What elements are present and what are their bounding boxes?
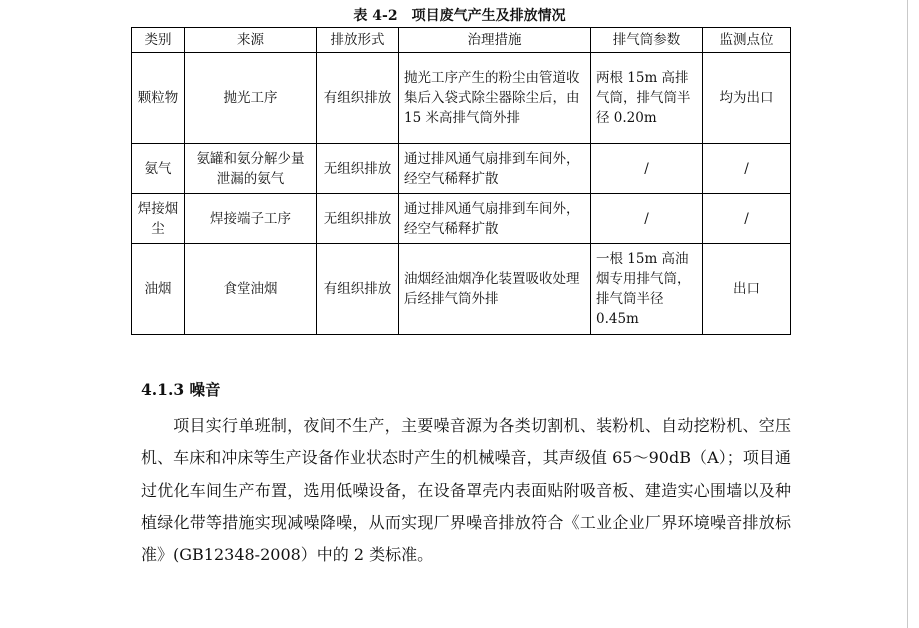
header-category: 类别 [132, 28, 185, 53]
cell-monitoring-point: / [703, 194, 791, 244]
cell-emission-form: 无组织排放 [317, 194, 399, 244]
cell-treatment: 通过排风通气扇排到车间外，经空气稀释扩散 [399, 194, 591, 244]
cell-treatment: 油烟经油烟净化装置吸收处理后经排气筒外排 [399, 244, 591, 335]
cell-emission-form: 有组织排放 [317, 244, 399, 335]
cell-monitoring-point: 出口 [703, 244, 791, 335]
header-treatment: 治理措施 [399, 28, 591, 53]
cell-category: 氨气 [132, 144, 185, 194]
cell-stack-params: 两根 15m 高排气筒，排气筒半径 0.20m [591, 53, 703, 144]
header-monitoring-point: 监测点位 [703, 28, 791, 53]
cell-category: 颗粒物 [132, 53, 185, 144]
table-header-row [132, 28, 791, 53]
table-row [132, 244, 791, 335]
header-source: 来源 [185, 28, 317, 53]
paragraph-text: 项目实行单班制，夜间不生产，主要噪音源为各类切割机、装粉机、自动挖粉机、空压机、车床和冲床等生产设备作业状态时产生的机械噪音，其声级值 65～90dB（A）；项目通过优化车间生产布置，选用低噪设备，在设备罩壳内表面贴附吸音板、建造实心围墙以及种植绿化带等措施实现减噪降噪，从而实现厂界噪音排放符合《工业企业厂界环境噪音排放标准》(GB12348-2008）中的 2 类标准。 [141, 416, 791, 565]
cell-source: 食堂油烟 [185, 244, 317, 335]
section-paragraph [141, 410, 791, 571]
cell-stack-params: / [591, 194, 703, 244]
cell-emission-form: 无组织排放 [317, 144, 399, 194]
table-caption: 表 4-2 项目废气产生及排放情况 [353, 8, 566, 24]
cell-treatment: 通过排风通气扇排到车间外，经空气稀释扩散 [399, 144, 591, 194]
header-emission-form: 排放形式 [317, 28, 399, 53]
cell-source: 焊接端子工序 [185, 194, 317, 244]
section-heading: 4.1.3 噪音 [141, 380, 221, 399]
emission-table [131, 27, 791, 335]
table-row [132, 144, 791, 194]
cell-source: 氨罐和氨分解少量泄漏的氨气 [185, 144, 317, 194]
page-edge-line [907, 0, 908, 628]
cell-category: 油烟 [132, 244, 185, 335]
cell-emission-form: 有组织排放 [317, 53, 399, 144]
cell-stack-params: 一根 15m 高油烟专用排气筒，排气筒半径 0.45m [591, 244, 703, 335]
table-row [132, 53, 791, 144]
cell-category: 焊接烟尘 [132, 194, 185, 244]
header-stack-params: 排气筒参数 [591, 28, 703, 53]
cell-source: 抛光工序 [185, 53, 317, 144]
cell-stack-params: / [591, 144, 703, 194]
cell-monitoring-point: 均为出口 [703, 53, 791, 144]
cell-monitoring-point: / [703, 144, 791, 194]
cell-treatment: 抛光工序产生的粉尘由管道收集后入袋式除尘器除尘后，由 15 米高排气筒外排 [399, 53, 591, 144]
table-row [132, 194, 791, 244]
